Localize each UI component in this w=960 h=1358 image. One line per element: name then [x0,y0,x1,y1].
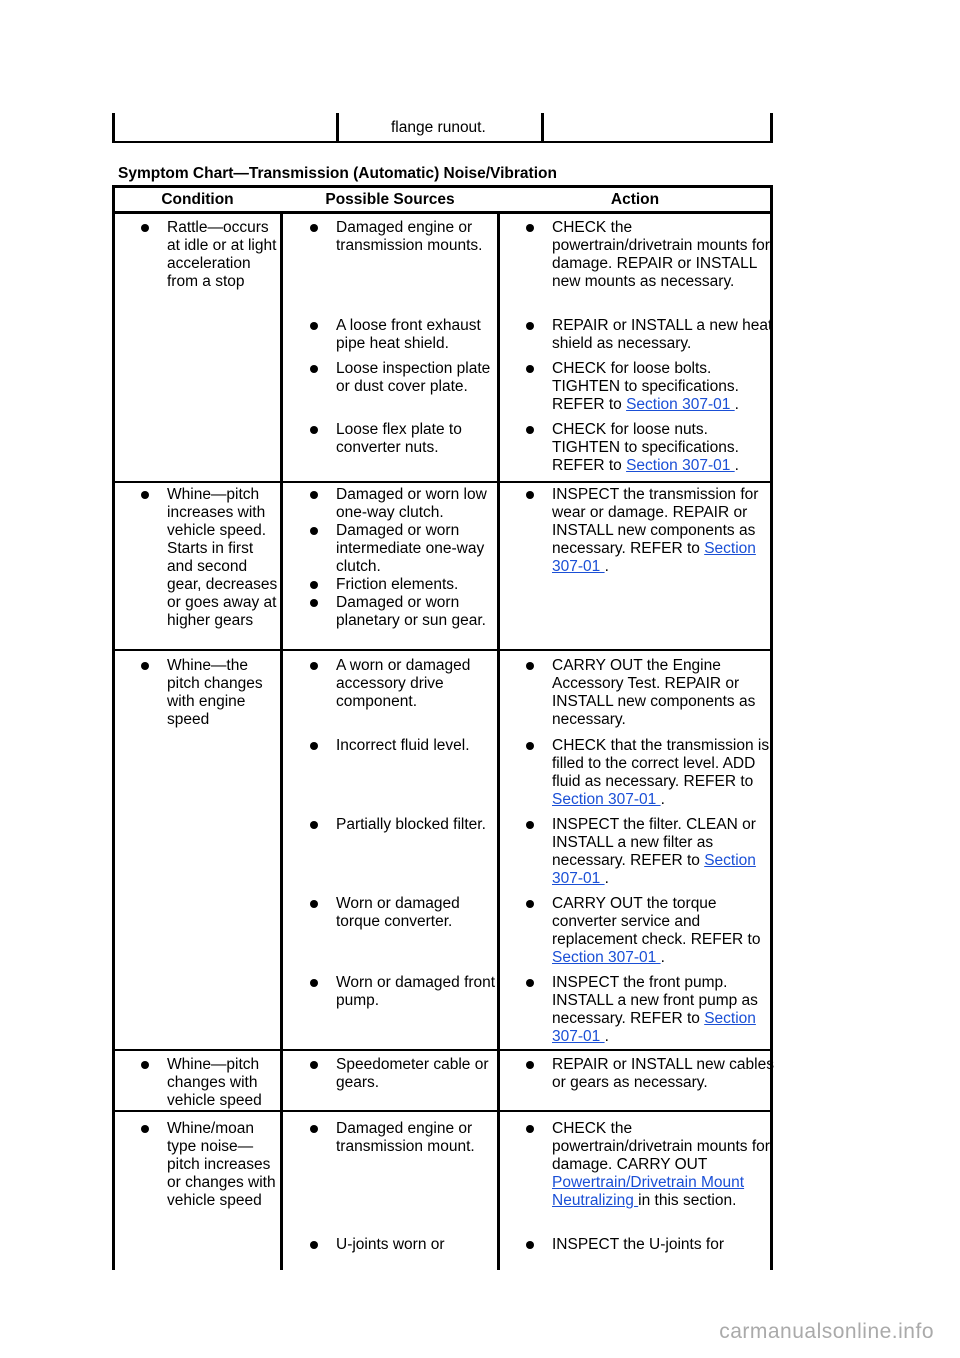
bullet-icon [310,821,318,829]
section-link[interactable]: Section 307-01 [626,396,735,413]
bullet-icon [526,491,534,499]
table-border [112,1049,773,1051]
bullet-icon [310,426,318,434]
table-border [541,113,544,143]
bullet-icon [310,491,318,499]
table-border [112,211,773,214]
table-border [112,481,773,483]
table-border [770,113,773,143]
bullet-icon [310,224,318,232]
section-link[interactable]: Section 307-01 [552,540,756,575]
bullet-icon [310,1125,318,1133]
table-border [112,649,773,651]
table-border [112,113,115,143]
watermark: carmanualsonline.info [719,1320,934,1343]
bullet-icon [526,821,534,829]
table-border [112,141,773,143]
section-link[interactable]: Section 307-01 [626,457,735,474]
bullet-icon [141,662,149,670]
bullet-icon [526,322,534,330]
header-condition: Condition [161,191,234,208]
bullet-icon [141,1061,149,1069]
section-link[interactable]: Section 307-01 [552,852,756,887]
bullet-icon [141,224,149,232]
header-action: Action [610,191,660,208]
bullet-icon [310,365,318,373]
section-link[interactable]: Section 307-01 [552,949,661,966]
bullet-icon [310,322,318,330]
bullet-icon [526,742,534,750]
bullet-icon [310,900,318,908]
header-possible-sources: Possible Sources [325,191,455,208]
bullet-icon [310,599,318,607]
bullet-icon [526,1241,534,1249]
table-border [112,185,115,1270]
bullet-icon [526,426,534,434]
bullet-icon [310,742,318,750]
page-title: Symptom Chart—Transmission (Automatic) Noise/Vibration [118,165,557,182]
bullet-icon [526,224,534,232]
table-border [336,113,339,143]
bullet-icon [526,662,534,670]
bullet-icon [141,1125,149,1133]
section-link[interactable]: Section 307-01 [552,791,661,808]
bullet-icon [141,491,149,499]
bullet-icon [310,979,318,987]
bullet-icon [310,527,318,535]
bullet-icon [310,1061,318,1069]
table-border [112,185,773,188]
table-border [112,1110,773,1112]
bullet-icon [526,979,534,987]
bullet-icon [526,365,534,373]
bullet-icon [310,662,318,670]
bullet-icon [526,1125,534,1133]
bullet-icon [526,1061,534,1069]
section-link[interactable]: Section 307-01 [552,1010,756,1045]
bullet-icon [526,900,534,908]
top-row-cell: flange runout. [391,119,486,136]
powertrain-mount-link[interactable]: Powertrain/Drivetrain Mount Neutralizing [552,1174,745,1209]
bullet-icon [310,581,318,589]
bullet-icon [310,1241,318,1249]
